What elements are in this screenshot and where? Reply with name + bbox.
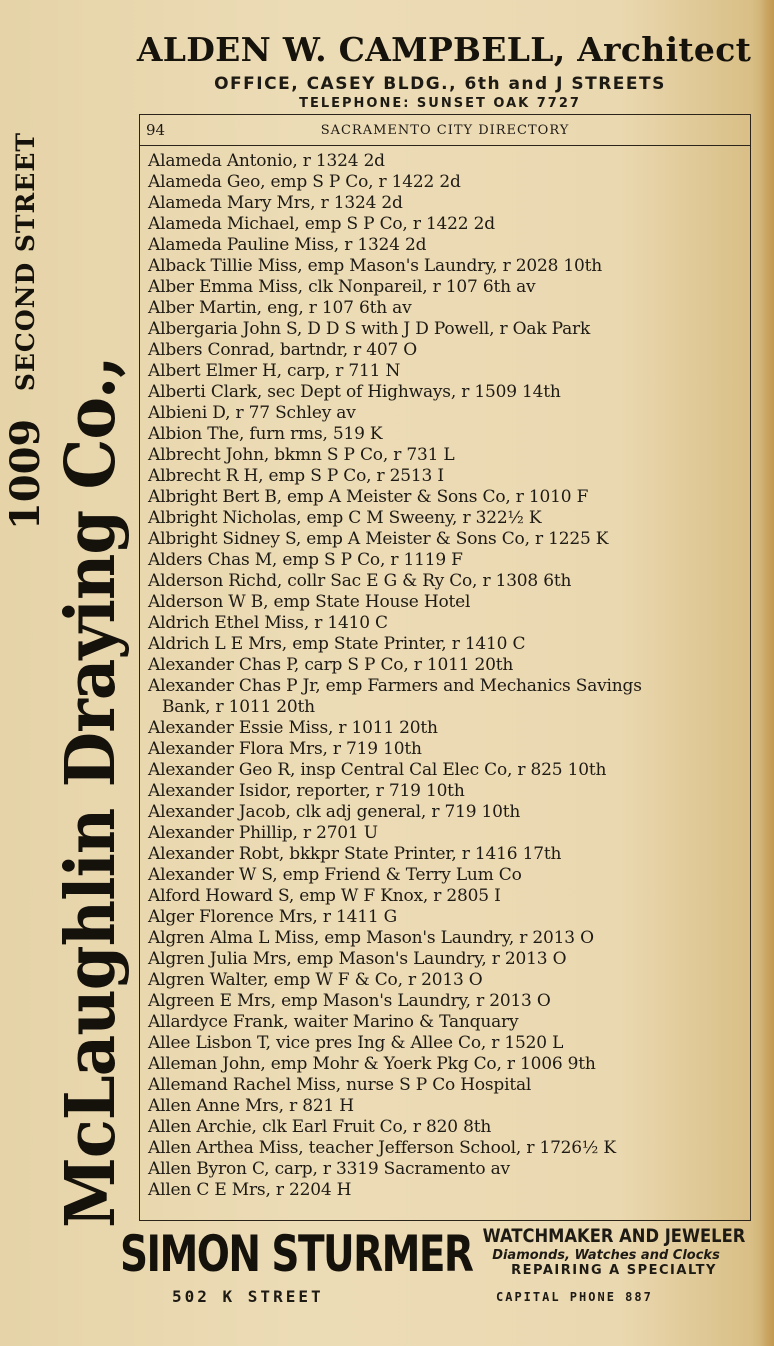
directory-entry: Alber Emma Miss, clk Nonpareil, r 107 6th av xyxy=(148,277,536,297)
directory-entry: Alger Florence Mrs, r 1411 G xyxy=(148,907,398,927)
directory-entry: Alexander W S, emp Friend & Terry Lum Co xyxy=(148,865,522,885)
directory-entry: Alderson W B, emp State House Hotel xyxy=(148,592,471,612)
top-advertisement xyxy=(110,28,770,112)
directory-entry: Albrecht R H, emp S P Co, r 2513 I xyxy=(148,466,444,486)
directory-entry: Alback Tillie Miss, emp Mason's Laundry, r 2028 10th xyxy=(148,256,603,276)
draying-street-name: SECOND STREET xyxy=(10,132,40,392)
directory-entry: Alexander Chas P Jr, emp Farmers and Mechanics Savings xyxy=(148,676,642,696)
draying-street-number: 1009 xyxy=(1,418,49,531)
jeweler-repair: REPAIRING A SPECIALTY xyxy=(511,1263,717,1278)
directory-entry: Alexander Geo R, insp Central Cal Elec Co, r 825 10th xyxy=(148,760,607,780)
header-rule xyxy=(140,145,750,146)
directory-entry: Albion The, furn rms, 519 K xyxy=(148,424,383,444)
directory-entry: Bank, r 1011 20th xyxy=(162,697,315,717)
bottom-advertisement xyxy=(118,1224,770,1334)
directory-entry: Allen C E Mrs, r 2204 H xyxy=(148,1180,352,1200)
directory-entry: Alexander Flora Mrs, r 719 10th xyxy=(148,739,422,759)
directory-entry: Alders Chas M, emp S P Co, r 1119 F xyxy=(148,550,463,570)
directory-entry: Alexander Phillip, r 2701 U xyxy=(148,823,378,843)
directory-frame xyxy=(139,114,751,1221)
directory-entry: Allardyce Frank, waiter Marino & Tanquary xyxy=(148,1012,519,1032)
directory-entry: Alexander Essie Miss, r 1011 20th xyxy=(148,718,438,738)
directory-entry: Alexander Jacob, clk adj general, r 719 10th xyxy=(148,802,521,822)
side-advertisement-rotated xyxy=(0,118,138,1228)
directory-entry: Aldrich L E Mrs, emp State Printer, r 1410 C xyxy=(148,634,526,654)
jeweler-trade: WATCHMAKER AND JEWELER xyxy=(482,1225,746,1247)
directory-entry: Albright Bert B, emp A Meister & Sons Co, r 1010 F xyxy=(148,487,589,507)
architect-telephone: TELEPHONE: SUNSET OAK 7727 xyxy=(299,96,581,111)
directory-entry: Albergaria John S, D D S with J D Powell, r Oak Park xyxy=(148,319,591,339)
page-number: 94 xyxy=(146,121,166,139)
draying-company-name: McLaughlin Draying Co., xyxy=(51,356,131,1228)
directory-entry: Alexander Robt, bkkpr State Printer, r 1416 17th xyxy=(148,844,562,864)
page-edge xyxy=(760,0,774,1346)
jeweler-address: 502 K STREET xyxy=(172,1287,324,1306)
directory-entry: Alameda Mary Mrs, r 1324 2d xyxy=(148,193,403,213)
directory-entry: Albers Conrad, bartndr, r 407 O xyxy=(148,340,418,360)
directory-entry: Algren Julia Mrs, emp Mason's Laundry, r 2013 O xyxy=(148,949,567,969)
directory-entry: Alford Howard S, emp W F Knox, r 2805 I xyxy=(148,886,501,906)
architect-name: ALDEN W. CAMPBELL, Architect xyxy=(136,30,752,69)
directory-entry: Alleman John, emp Mohr & Yoerk Pkg Co, r 1006 9th xyxy=(148,1054,596,1074)
directory-entry: Algreen E Mrs, emp Mason's Laundry, r 2013 O xyxy=(148,991,551,1011)
directory-title: SACRAMENTO CITY DIRECTORY xyxy=(320,123,570,138)
directory-entry: Algren Walter, emp W F & Co, r 2013 O xyxy=(148,970,483,990)
directory-entry: Albright Nicholas, emp C M Sweeny, r 322½ K xyxy=(148,508,542,528)
directory-entry: Albrecht John, bkmn S P Co, r 731 L xyxy=(148,445,455,465)
directory-entry: Algren Alma L Miss, emp Mason's Laundry, r 2013 O xyxy=(148,928,594,948)
directory-entry: Alexander Isidor, reporter, r 719 10th xyxy=(148,781,465,801)
directory-entry: Albright Sidney S, emp A Meister & Sons Co, r 1225 K xyxy=(148,529,609,549)
directory-entry: Allen Archie, clk Earl Fruit Co, r 820 8th xyxy=(148,1117,492,1137)
directory-entry: Alameda Michael, emp S P Co, r 1422 2d xyxy=(148,214,495,234)
jeweler-goods: Diamonds, Watches and Clocks xyxy=(492,1248,720,1263)
directory-entries xyxy=(148,151,748,1201)
directory-entry: Albieni D, r 77 Schley av xyxy=(148,403,356,423)
directory-entry: Alberti Clark, sec Dept of Highways, r 1509 14th xyxy=(148,382,561,402)
directory-entry: Aldrich Ethel Miss, r 1410 C xyxy=(148,613,388,633)
directory-entry: Alexander Chas P, carp S P Co, r 1011 20th xyxy=(148,655,514,675)
architect-office: OFFICE, CASEY BLDG., 6th and J STREETS xyxy=(214,74,666,94)
jeweler-phone: CAPITAL PHONE 887 xyxy=(496,1290,653,1304)
directory-entry: Alameda Geo, emp S P Co, r 1422 2d xyxy=(148,172,461,192)
directory-entry: Allen Anne Mrs, r 821 H xyxy=(148,1096,354,1116)
draying-address xyxy=(0,118,50,1228)
directory-entry: Alameda Pauline Miss, r 1324 2d xyxy=(148,235,427,255)
jeweler-name: SIMON STURMER xyxy=(120,1225,473,1283)
directory-entry: Albert Elmer H, carp, r 711 N xyxy=(148,361,401,381)
directory-entry: Alderson Richd, collr Sac E G & Ry Co, r 1308 6th xyxy=(148,571,572,591)
directory-entry: Alber Martin, eng, r 107 6th av xyxy=(148,298,412,318)
directory-entry: Allen Arthea Miss, teacher Jefferson School, r 1726½ K xyxy=(148,1138,616,1158)
directory-entry: Allen Byron C, carp, r 3319 Sacramento av xyxy=(148,1159,510,1179)
side-advertisement xyxy=(0,118,138,1228)
running-header xyxy=(140,115,750,145)
directory-entry: Alameda Antonio, r 1324 2d xyxy=(148,151,385,171)
directory-entry: Allemand Rachel Miss, nurse S P Co Hospital xyxy=(148,1075,532,1095)
directory-entry: Allee Lisbon T, vice pres Ing & Allee Co, r 1520 L xyxy=(148,1033,564,1053)
